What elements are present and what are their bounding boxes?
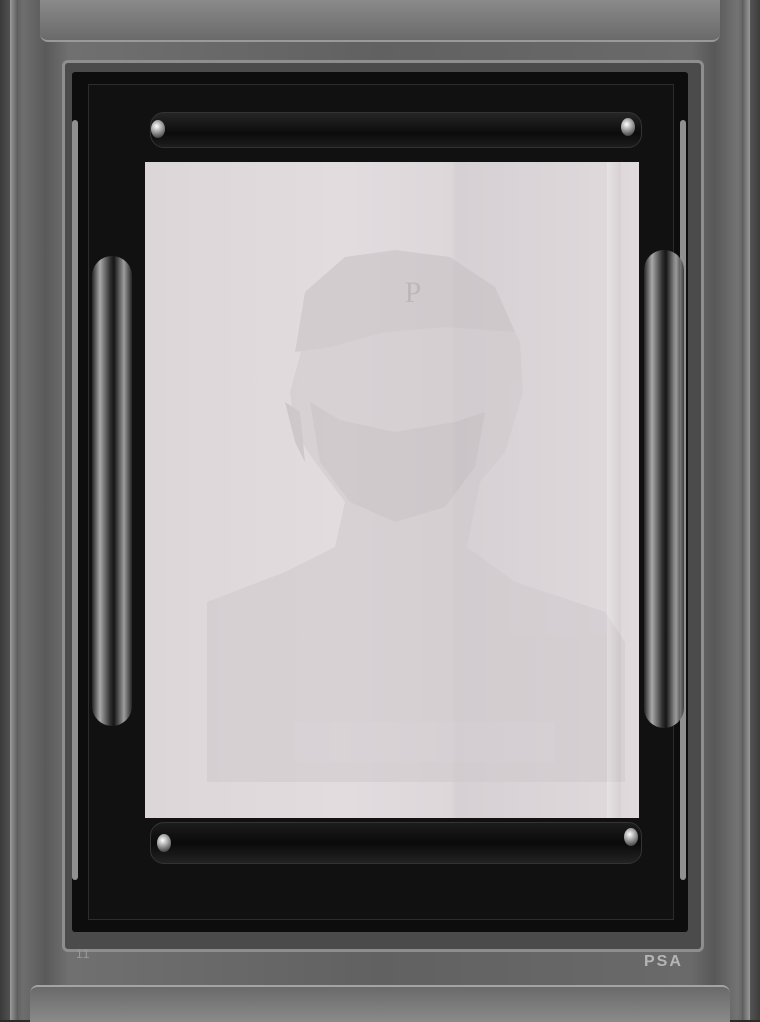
- trading-card: [145, 162, 639, 818]
- player-silhouette: [207, 250, 625, 782]
- slab-top-ridge: [40, 0, 720, 42]
- rivet-top-left: [151, 120, 165, 138]
- cap-logo: P: [404, 276, 422, 309]
- slab-corner-mark: 11: [76, 947, 91, 961]
- card-portrait: [145, 162, 639, 818]
- psa-logo: PSA: [644, 953, 683, 970]
- rivet-top-right: [621, 118, 635, 136]
- rivet-bottom-left: [157, 834, 171, 852]
- slab-bottom-ridge: [30, 985, 730, 1022]
- right-retention-tube: [644, 250, 684, 728]
- rivet-bottom-right: [624, 828, 638, 846]
- card-fold-line: [607, 162, 621, 818]
- slab-right-edge: [742, 0, 750, 1020]
- left-retention-tube: [92, 256, 132, 726]
- bottom-retention-rail: [150, 822, 642, 864]
- left-light-strip: [72, 120, 78, 880]
- slab-left-edge: [10, 0, 18, 1020]
- top-retention-rail: [150, 112, 642, 148]
